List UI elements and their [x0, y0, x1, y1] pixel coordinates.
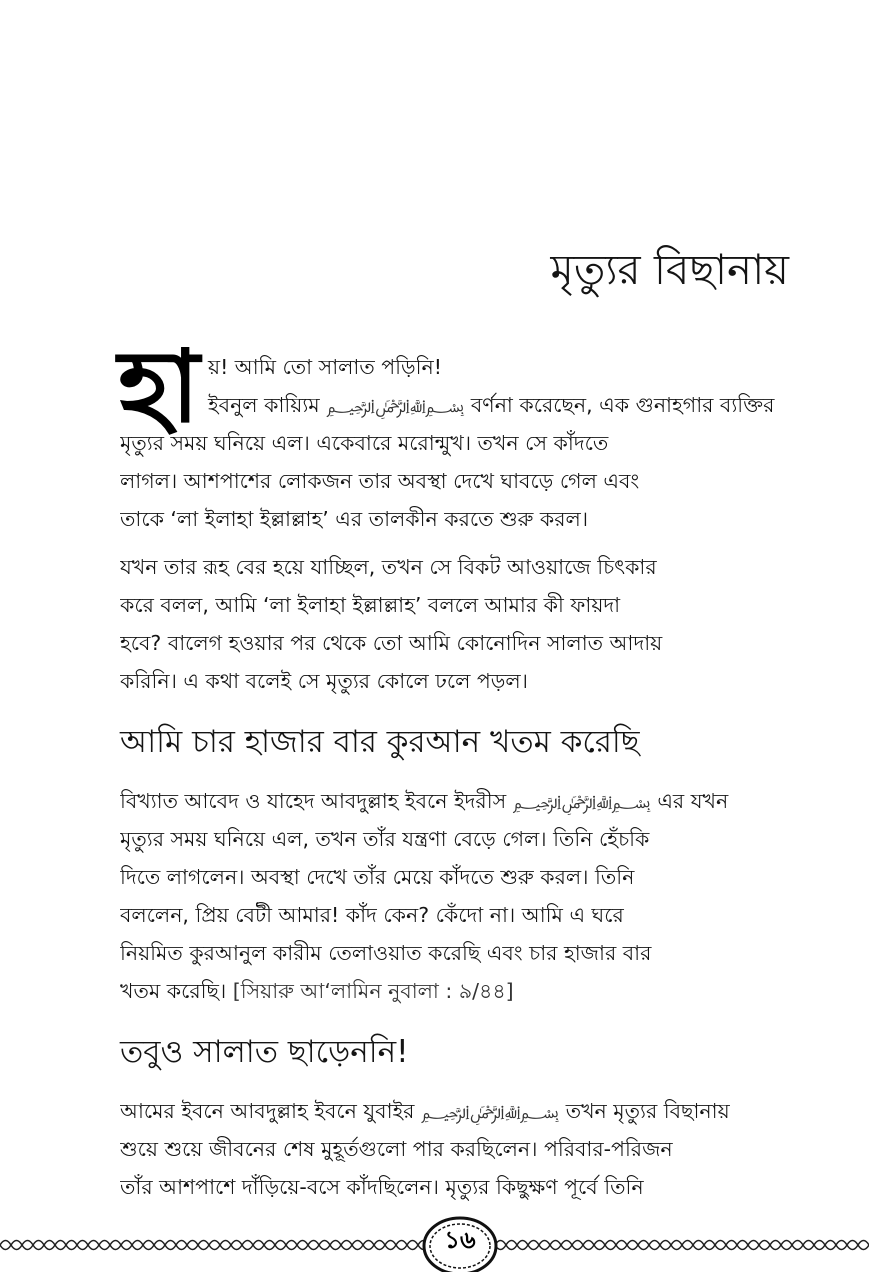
text-line: করে বলল, আমি ‘লা ইলাহা ইল্লাল্লাহ’ বললে আমার কী ফায়দা	[120, 593, 621, 617]
text-segment: বিখ্যাত আবেদ ও যাহেদ আবদুল্লাহ ইবনে ইদরীস	[120, 789, 513, 813]
section2-paragraph	[120, 782, 790, 1010]
text-line: বললেন, প্রিয় বেটী আমার! কাঁদ কেন? কেঁদো না। আমি এ ঘরে	[120, 903, 624, 927]
text-line: য়! আমি তো সালাত পড়িনি!	[208, 355, 442, 379]
chapter-title: মৃত্যুর বিছানায়	[550, 245, 789, 294]
section1-paragraph	[120, 348, 790, 538]
text-line: নিয়মিত কুরআনুল কারীম তেলাওয়াত করেছি এবং চার হাজার বার	[120, 941, 652, 965]
text-line: তাঁর আশপাশে দাঁড়িয়ে-বসে কাঁদছিলেন। মৃত্যুর কিছুক্ষণ পূর্বে তিনি	[120, 1175, 644, 1199]
drop-cap: হা	[118, 328, 200, 445]
text-line	[120, 1092, 790, 1130]
text-line: যখন তার রূহ বের হয়ে যাচ্ছিল, তখন সে বিকট আওয়াজে চিৎকার	[120, 555, 657, 579]
honorific-icon: ﷽	[326, 396, 465, 417]
section1b-paragraph	[120, 548, 790, 700]
text-segment: এর যখন	[650, 789, 729, 813]
text-line	[120, 386, 790, 424]
text-line: মৃত্যুর সময় ঘনিয়ে এল। একেবারে মরোন্মুখ। তখন সে কাঁদতে	[120, 431, 609, 455]
text-segment: বর্ণনা করেছেন, এক গুনাহগার ব্যক্তির	[464, 393, 775, 417]
citation: [সিয়ারু আ‘লামিন নুবালা : ৯/৪৪]	[232, 979, 514, 1003]
honorific-icon: ﷽	[420, 1102, 560, 1123]
text-segment: ইবনুল কায়্যিম	[208, 393, 327, 417]
text-line	[120, 782, 790, 820]
text-line: তাকে ‘লা ইলাহা ইল্লাল্লাহ’ এর তালকীন করতে শুরু করল।	[120, 507, 589, 531]
page-number: ১৬	[444, 1226, 476, 1254]
text-line: হবে? বালেগ হওয়ার পর থেকে তো আমি কোনোদিন সালাত আদায়	[120, 631, 663, 655]
honorific-icon: ﷽	[512, 792, 651, 813]
text-line: শুয়ে শুয়ে জীবনের শেষ মুহূর্তগুলো পার করছিলেন। পরিবার-পরিজন	[120, 1137, 673, 1161]
section3-paragraph	[120, 1092, 790, 1206]
text-line	[120, 972, 790, 1010]
text-line: দিতে লাগলেন। অবস্থা দেখে তাঁর মেয়ে কাঁদতে শুরু করল। তিনি	[120, 865, 635, 889]
text-line: করিনি। এ কথা বলেই সে মৃত্যুর কোলে ঢলে পড়ল।	[120, 669, 529, 693]
text-segment: খতম করেছি।	[120, 979, 227, 1003]
section-heading: আমি চার হাজার বার কুরআন খতম করেছি	[120, 724, 640, 760]
text-line: লাগল। আশপাশের লোকজন তার অবস্থা দেখে ঘাবড়ে গেল এবং	[120, 469, 640, 493]
text-segment: তখন মৃত্যুর বিছানায়	[559, 1099, 730, 1123]
section-heading: তবুও সালাত ছাড়েননি!	[120, 1034, 409, 1070]
text-line: মৃত্যুর সময় ঘনিয়ে এল, তখন তাঁর যন্ত্রণা বেড়ে গেল। তিনি হেঁচকি	[120, 827, 650, 851]
text-segment: আমের ইবনে আবদুল্লাহ ইবনে যুবাইর	[120, 1099, 421, 1123]
